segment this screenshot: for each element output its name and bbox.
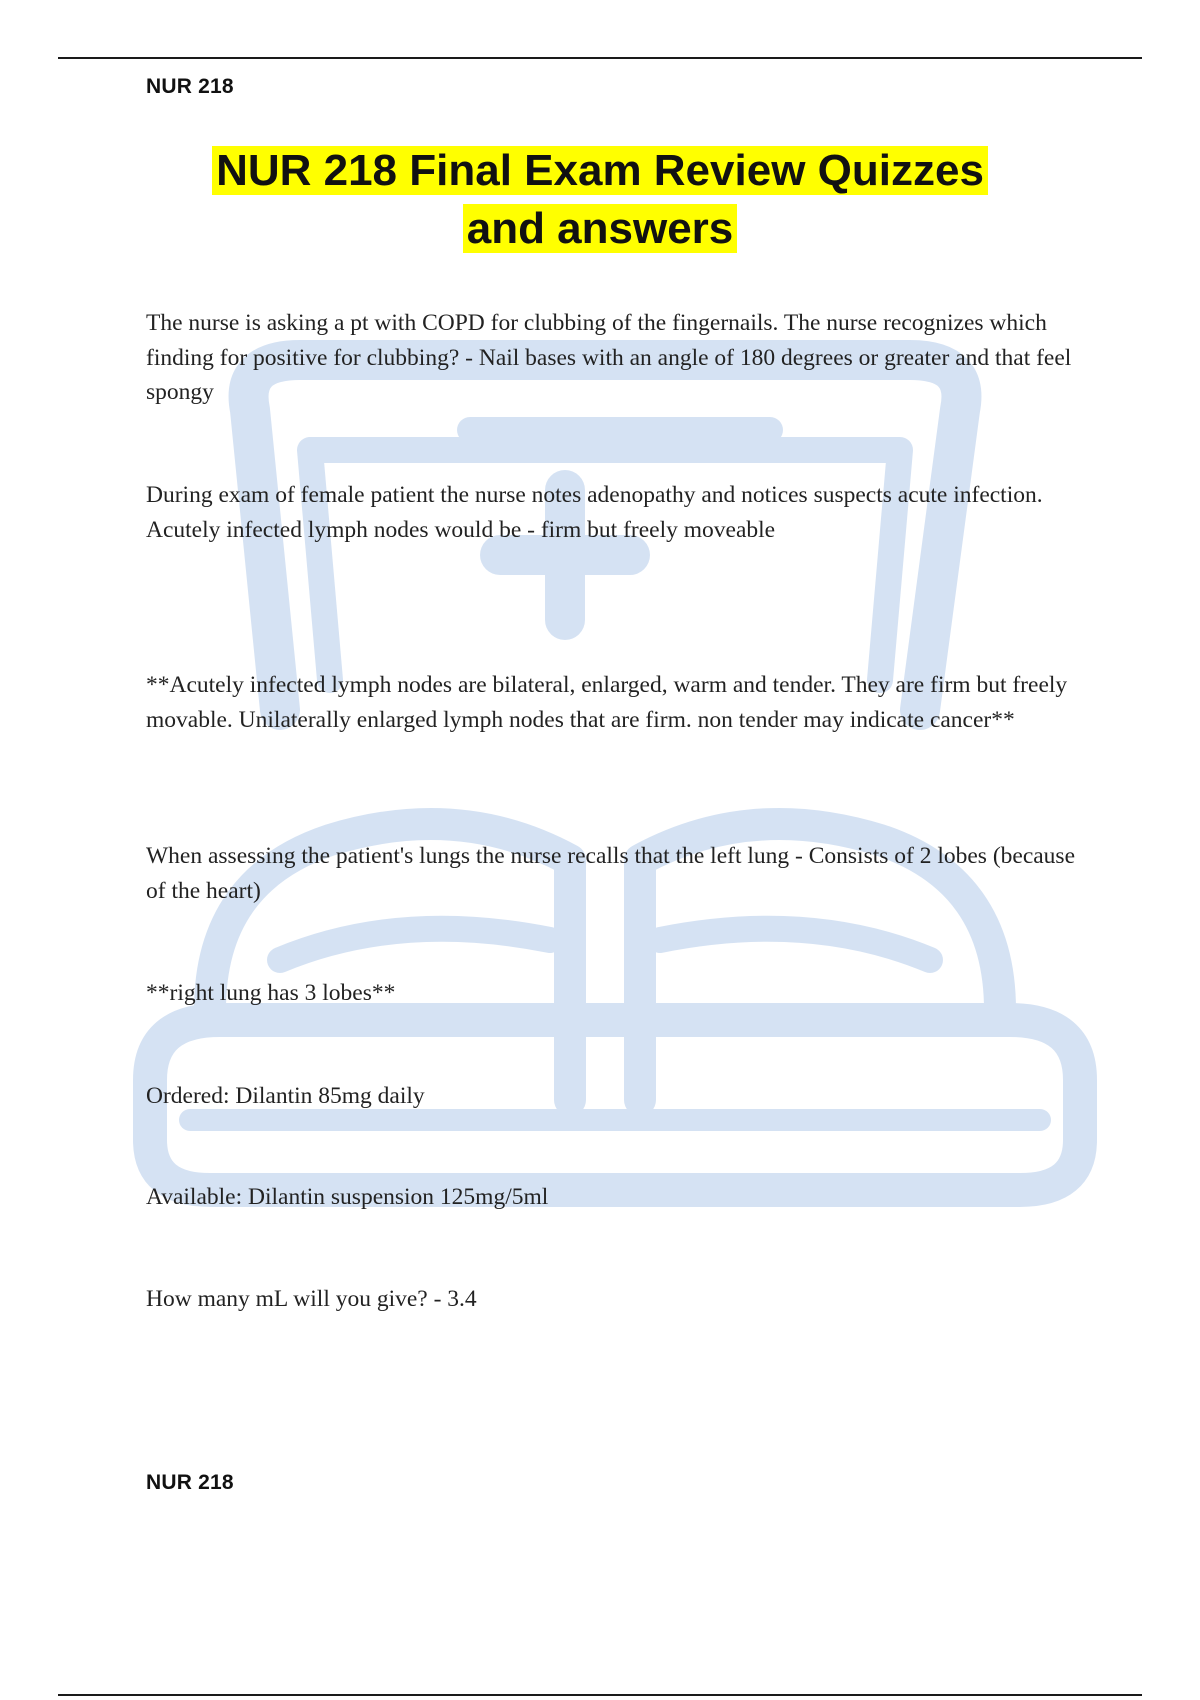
question-clubbing: The nurse is asking a pt with COPD for clubbing of the fingernails. The nurse recognizes which finding for positive for clubbing? - Nail bases with an angle of 180 degrees or greater and that feel spongy: [146, 310, 1072, 405]
top-rule: [58, 57, 1142, 59]
page-header: NUR 218: [146, 75, 234, 98]
title-line-2: and answers: [463, 204, 738, 253]
dosage-question: How many mL will you give? - 3.4: [146, 1286, 477, 1312]
nurse-cap-book-icon: [130, 320, 1100, 1280]
bottom-rule: [58, 1694, 1142, 1696]
title-line-1: NUR 218 Final Exam Review Quizzes: [212, 146, 988, 195]
dosage-ordered: Ordered: Dilantin 85mg daily: [146, 1083, 425, 1109]
dosage-available: Available: Dilantin suspension 125mg/5ml: [146, 1184, 549, 1210]
page-footer: NUR 218: [146, 1471, 234, 1494]
document-title: [100, 142, 1100, 258]
note-lymph-nodes: **Acutely infected lymph nodes are bilateral, enlarged, warm and tender. They are firm but freely movable. Unilaterally enlarged lymph nodes that are firm. non tender may indicate cancer**: [146, 672, 1068, 733]
note-right-lung: **right lung has 3 lobes**: [146, 980, 396, 1006]
question-lymph-nodes: During exam of female patient the nurse notes adenopathy and notices suspects acute infection. Acutely infected lymph nodes would be - firm but freely moveable: [146, 482, 1043, 543]
question-left-lung: When assessing the patient's lungs the nurse recalls that the left lung - Consists of 2 lobes (because of the heart): [146, 843, 1076, 904]
